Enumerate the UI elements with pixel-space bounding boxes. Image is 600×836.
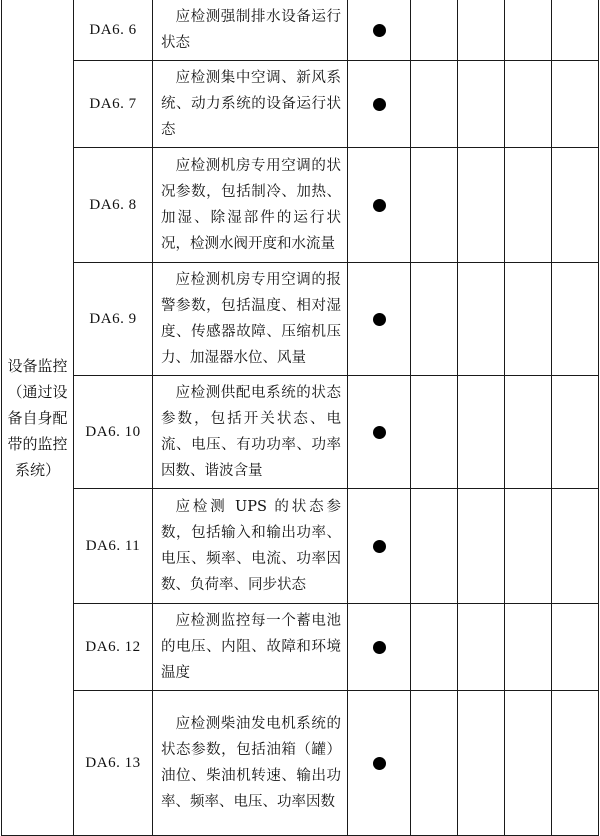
empty-cell <box>505 61 552 148</box>
empty-cell <box>458 691 505 836</box>
table-row <box>2 604 599 691</box>
item-description <box>153 263 348 376</box>
item-description <box>153 0 348 61</box>
applicable-mark-cell <box>348 489 411 604</box>
requirements-table <box>1 0 599 836</box>
empty-cell <box>411 604 458 691</box>
item-description-text: 应检测柴油发电机系统的状态参数，包括油箱（罐）油位、柴油机转速、输出功率、频率、电压、功率因数 <box>161 716 341 810</box>
filled-circle-mark <box>373 199 386 212</box>
empty-cell <box>458 263 505 376</box>
empty-cell <box>552 691 599 836</box>
item-description-text: 应检测供配电系统的状态参数，包括开关状态、电流、电压、有功功率、功率因数、谐波含量 <box>161 385 341 479</box>
empty-cell <box>458 376 505 489</box>
item-description-text: 应检测集中空调、新风系统、动力系统的设备运行状态 <box>161 70 341 138</box>
empty-cell <box>552 376 599 489</box>
empty-cell <box>552 0 599 61</box>
table-row <box>2 263 599 376</box>
table-body <box>2 0 599 836</box>
applicable-mark-cell <box>348 691 411 836</box>
empty-cell <box>505 148 552 263</box>
empty-cell <box>411 148 458 263</box>
empty-cell <box>552 604 599 691</box>
empty-cell <box>505 0 552 61</box>
category-main: 设备监控 <box>7 356 68 375</box>
empty-cell <box>505 376 552 489</box>
filled-circle-mark <box>373 24 386 37</box>
applicable-mark-cell <box>348 148 411 263</box>
item-code: DA6. 12 <box>74 604 153 691</box>
table-row <box>2 691 599 836</box>
item-description-text: 应检测 UPS 的状态参数，包括输入和输出功率、电压、频率、电流、功率因数、负荷率、同步状态 <box>161 499 341 593</box>
item-code: DA6. 8 <box>74 148 153 263</box>
empty-cell <box>552 489 599 604</box>
empty-cell <box>552 148 599 263</box>
item-description-text: 应检测机房专用空调的报警参数，包括温度、相对湿度、传感器故障、压缩机压力、加湿器水位、风量 <box>161 272 341 366</box>
table-row <box>2 61 599 148</box>
table-row <box>2 376 599 489</box>
empty-cell <box>552 263 599 376</box>
item-code: DA6. 7 <box>74 61 153 148</box>
item-description-text: 应检测机房专用空调的状况参数，包括制冷、加热、加湿、除湿部件的运行状况，检测水阀开度和水流量 <box>161 158 341 252</box>
item-description <box>153 61 348 148</box>
item-description <box>153 376 348 489</box>
applicable-mark-cell <box>348 604 411 691</box>
empty-cell <box>458 604 505 691</box>
applicable-mark-cell <box>348 263 411 376</box>
empty-cell <box>411 263 458 376</box>
applicable-mark-cell <box>348 0 411 61</box>
applicable-mark-cell <box>348 61 411 148</box>
item-code: DA6. 11 <box>74 489 153 604</box>
empty-cell <box>505 691 552 836</box>
empty-cell <box>458 61 505 148</box>
item-code: DA6. 13 <box>74 691 153 836</box>
empty-cell <box>411 61 458 148</box>
empty-cell <box>411 489 458 604</box>
empty-cell <box>505 604 552 691</box>
item-description-text: 应检测监控每一个蓄电池的电压、内阻、故障和环境温度 <box>161 613 341 681</box>
item-description <box>153 148 348 263</box>
filled-circle-mark <box>373 98 386 111</box>
filled-circle-mark <box>373 757 386 770</box>
item-description <box>153 489 348 604</box>
empty-cell <box>458 0 505 61</box>
item-code: DA6. 9 <box>74 263 153 376</box>
applicable-mark-cell <box>348 376 411 489</box>
item-code: DA6. 10 <box>74 376 153 489</box>
empty-cell <box>505 489 552 604</box>
item-description <box>153 604 348 691</box>
empty-cell <box>505 263 552 376</box>
category-sub: （通过设备自身配带的监控系统） <box>7 382 68 479</box>
table-row <box>2 148 599 263</box>
filled-circle-mark <box>373 540 386 553</box>
filled-circle-mark <box>373 426 386 439</box>
empty-cell <box>411 691 458 836</box>
empty-cell <box>458 148 505 263</box>
item-description-text: 应检测强制排水设备运行状态 <box>161 9 341 51</box>
empty-cell <box>411 0 458 61</box>
item-code: DA6. 6 <box>74 0 153 61</box>
table-row <box>2 489 599 604</box>
category-cell <box>2 0 74 836</box>
table-row <box>2 0 599 61</box>
filled-circle-mark <box>373 313 386 326</box>
item-description <box>153 691 348 836</box>
empty-cell <box>552 61 599 148</box>
filled-circle-mark <box>373 641 386 654</box>
empty-cell <box>458 489 505 604</box>
empty-cell <box>411 376 458 489</box>
